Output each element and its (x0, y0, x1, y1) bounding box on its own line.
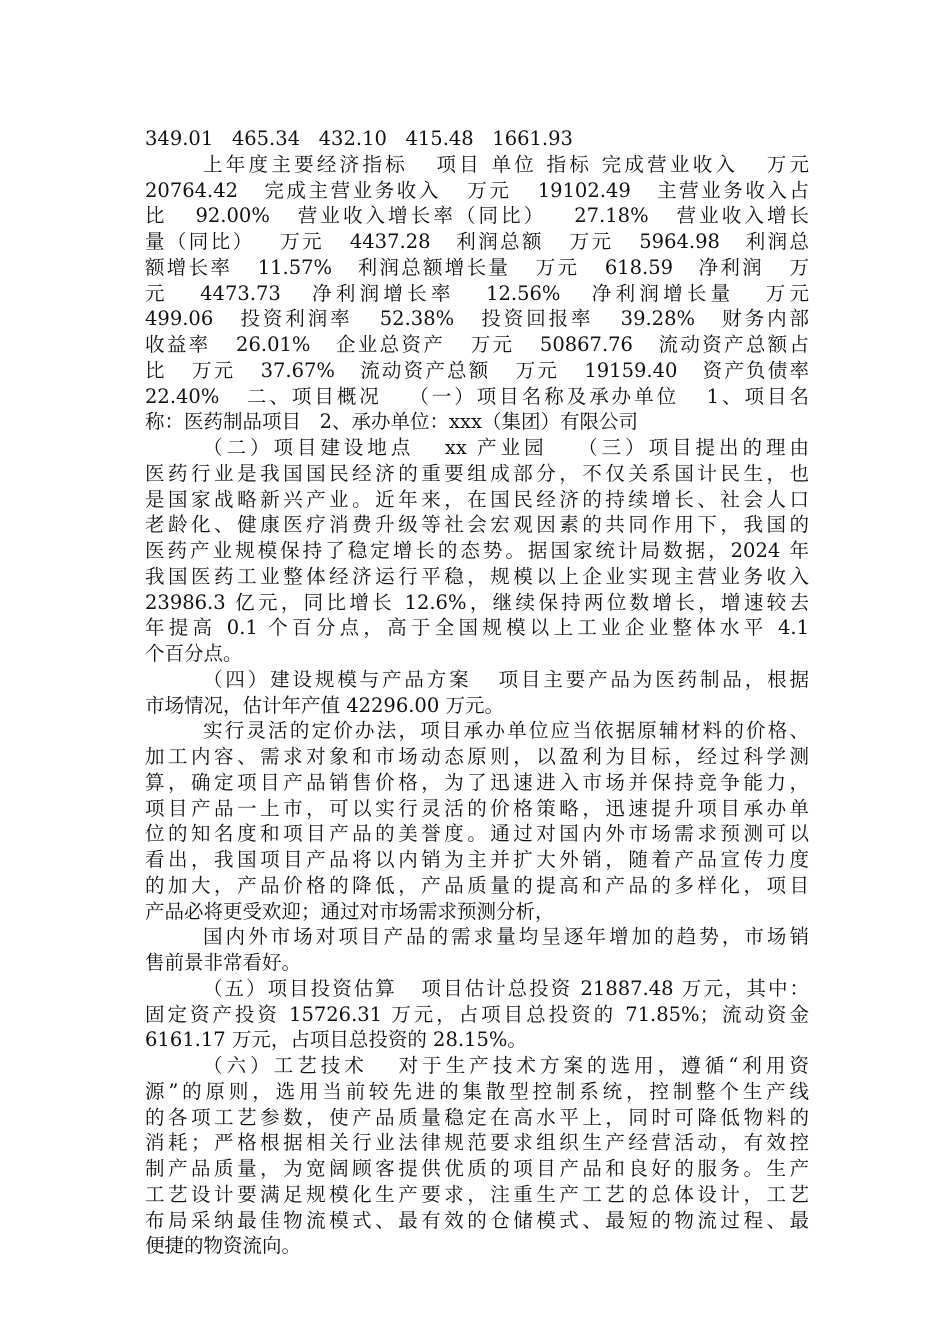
text-line: 称：医药制品项目 2、承办单位：xxx（集团）有限公司 (145, 410, 638, 434)
text-line: 22.40% 二、项目概况 （一）项目名称及承办单位 1、项目名 (145, 384, 809, 408)
text-line: 比 92.00% 营业收入增长率（同比） 27.18% 营业收入增长 (145, 204, 809, 228)
text-line: 个百分点。 (145, 642, 243, 665)
text-line: 元 4473.73 净利润增长率 12.56% 净利润增长量 万元 (145, 281, 809, 305)
text-line: 国内外市场对项目产品的需求量均呈逐年增加的趋势，市场销 (203, 925, 809, 949)
text-line: 项目产品一上市，可以实行灵活的价格策略，迅速提升项目承办单 (145, 796, 809, 820)
text-line: 499.06 投资利润率 52.38% 投资回报率 39.28% 财务内部 (145, 307, 809, 331)
text-line: 消耗；严格根据相关行业法律规范要求组织生产经营活动，有效控 (145, 1131, 809, 1155)
text-line: 的加大，产品价格的降低，产品质量的提高和产品的多样化，项目 (145, 873, 809, 897)
text-line: 实行灵活的定价办法，项目承办单位应当依据原辅材料的价格、 (203, 719, 809, 743)
text-line: 额增长率 11.57% 利润总额增长量 万元 618.59 净利润 万 (145, 255, 809, 279)
text-line: （六）工艺技术 对于生产技术方案的选用，遵循“利用资 (203, 1054, 809, 1077)
text-line: 上年度主要经济指标 项目 单位 指标 完成营业收入 万元 (203, 152, 809, 176)
text-line: 便捷的物资流向。 (145, 1234, 302, 1258)
text-line: 源”的原则，选用当前较先进的集散型控制系统，控制整个生产线 (145, 1079, 809, 1103)
text-line: 年提高 0.1 个百分点，高于全国规模以上工业企业整体水平 4.1 (145, 616, 809, 640)
text-line: 算，确定项目产品销售价格，为了迅速进入市场并保持竞争能力， (145, 770, 809, 794)
text-line: 市场情况，估计年产值 42296.00 万元。 (145, 693, 504, 717)
text-line: 349.01 465.34 432.10 415.48 1661.93 (145, 127, 573, 150)
text-line: 布局采纳最佳物流模式、最有效的仓储模式、最短的物流过程、最 (145, 1208, 809, 1232)
text-line: 23986.3 亿元，同比增长 12.6%，继续保持两位数增长，增速较去 (145, 590, 809, 614)
text-line: 位的知名度和项目产品的美誉度。通过对国内外市场需求预测可以 (145, 822, 809, 846)
text-line: 制产品质量，为宽阔顾客提供优质的项目产品和良好的服务。生产 (145, 1157, 809, 1180)
text-line: （二）项目建设地点 xx 产业园 （三）项目提出的理由 (203, 436, 809, 459)
text-line: 20764.42 完成主营业务收入 万元 19102.49 主营业务收入占 (145, 178, 809, 202)
text-line: 医药行业是我国国民经济的重要组成部分，不仅关系国计民生，也 (145, 461, 809, 485)
text-line: 我国医药工业整体经济运行平稳，规模以上企业实现主营业务收入 (145, 564, 809, 588)
text-line: 量（同比） 万元 4437.28 利润总额 万元 5964.98 利润总 (145, 230, 809, 253)
text-line: 是国家战略新兴产业。近年来，在国民经济的持续增长、社会人口 (145, 487, 809, 511)
text-line: （五）项目投资估算 项目估计总投资 21887.48 万元，其中： (203, 976, 809, 1000)
text-line: 加工内容、需求对象和市场动态原则，以盈利为目标，经过科学测 (145, 745, 809, 768)
text-line: 看出，我国项目产品将以内销为主并扩大外销，随着产品宣传力度 (145, 848, 809, 871)
text-line: 固定资产投资 15726.31 万元，占项目总投资的 71.85%；流动资金 (145, 1002, 809, 1026)
text-line: （四）建设规模与产品方案 项目主要产品为医药制品，根据 (203, 667, 809, 691)
text-line: 6161.17 万元，占项目总投资的 28.15%。 (145, 1028, 527, 1052)
text-line: 老龄化、健康医疗消费升级等社会宏观因素的共同作用下，我国的 (145, 513, 809, 537)
text-line: 工艺设计要满足规模化生产要求，注重生产工艺的总体设计，工艺 (145, 1182, 809, 1206)
text-line: 的各项工艺参数，使产品质量稳定在高水平上，同时可降低物料的 (145, 1105, 809, 1129)
text-line: 收益率 26.01% 企业总资产 万元 50867.76 流动资产总额占 (145, 333, 809, 356)
text-line: 医药产业规模保持了稳定增长的态势。据国家统计局数据，2024 年 (145, 539, 809, 562)
text-line: 产品必将更受欢迎；通过对市场需求预测分析， (145, 899, 555, 923)
text-line: 售前景非常看好。 (145, 951, 302, 974)
text-line: 比 万元 37.67% 流动资产总额 万元 19159.40 资产负债率 (145, 358, 809, 382)
